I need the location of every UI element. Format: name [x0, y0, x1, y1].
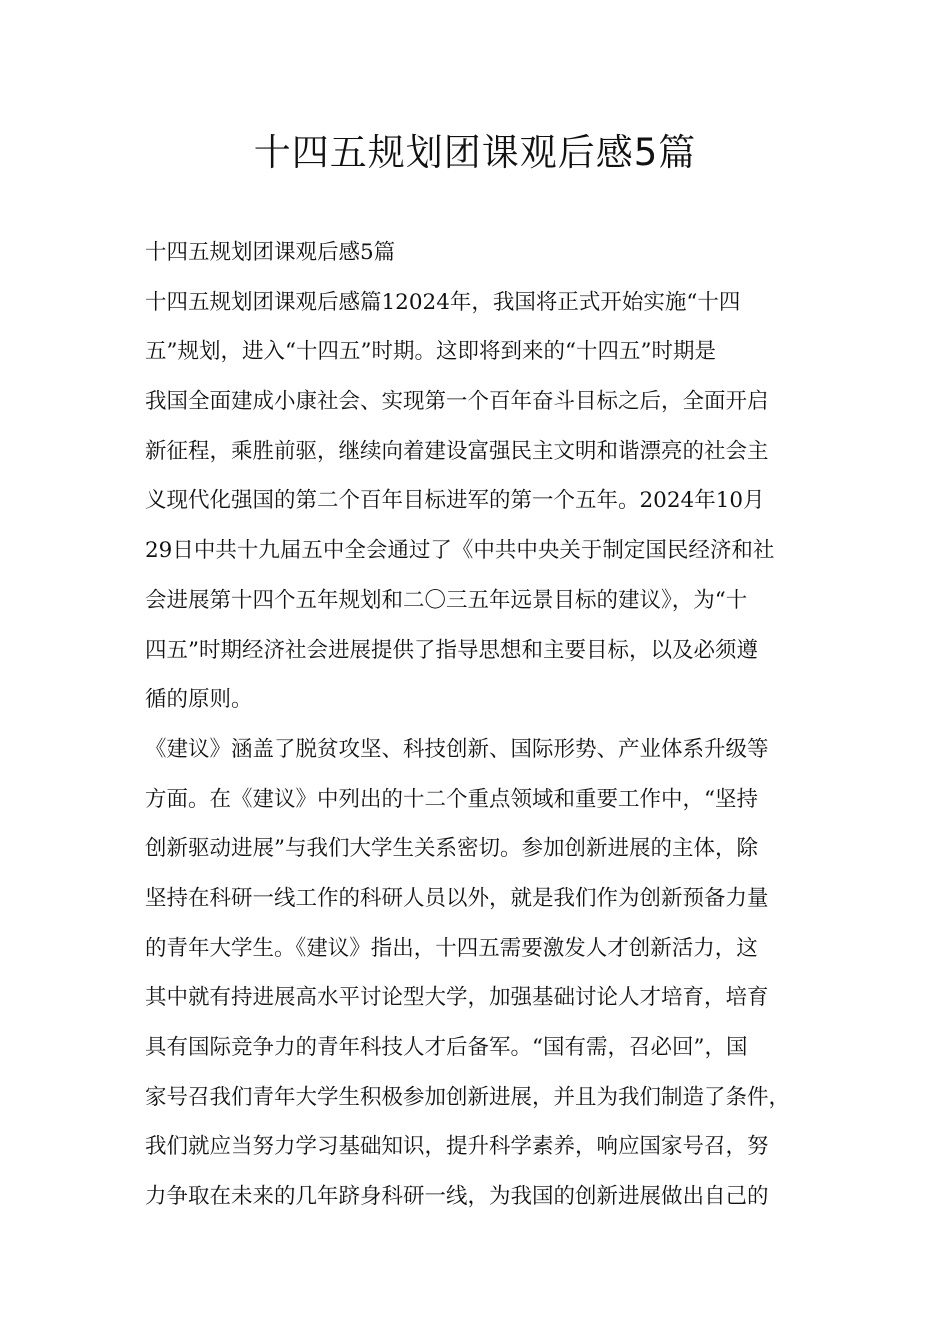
body-line: 其中就有持进展高水平讨论型大学，加强基础讨论人才培育，培育 — [145, 985, 769, 1011]
body-line: 新征程，乘胜前驱，继续向着建设富强民主文明和谐漂亮的社会主 — [145, 438, 769, 464]
document-body — [145, 228, 820, 1222]
body-line: 十四五规划团课观后感篇12024年，我国将正式开始实施“十四 — [145, 289, 741, 315]
body-line: 我国全面建成小康社会、实现第一个百年奋斗目标之后，全面开启 — [145, 389, 769, 415]
body-line: 坚持在科研一线工作的科研人员以外，就是我们作为创新预备力量 — [145, 885, 769, 911]
body-line: 创新驱动进展”与我们大学生关系密切。参加创新进展的主体，除 — [145, 836, 758, 862]
body-line: 会进展第十四个五年规划和二〇三五年远景目标的建议》，为“十 — [145, 587, 748, 613]
body-line: 方面。在《建议》中列出的十二个重点领域和重要工作中，“坚持 — [145, 786, 758, 812]
body-line: 五”规划，进入“十四五”时期。这即将到来的“十四五”时期是 — [145, 339, 716, 365]
body-line: 29日中共十九届五中全会通过了《中共中央关于制定国民经济和社 — [145, 538, 775, 564]
body-line-subtitle: 十四五规划团课观后感5篇 — [145, 240, 396, 265]
body-line: 循的原则。 — [145, 687, 253, 713]
body-line: 的青年大学生。《建议》指出，十四五需要激发人才创新活力，这 — [145, 935, 758, 961]
body-line: 家号召我们青年大学生积极参加创新进展，并且为我们制造了条件， — [145, 1084, 791, 1110]
body-line: 力争取在未来的几年跻身科研一线，为我国的创新进展做出自己的 — [145, 1184, 769, 1210]
body-line: 义现代化强国的第二个百年目标进军的第一个五年。2024年10月 — [145, 488, 765, 514]
body-line: 四五”时期经济社会进展提供了指导思想和主要目标，以及必须遵 — [145, 637, 758, 663]
body-line: 《建议》涵盖了脱贫攻坚、科技创新、国际形势、产业体系升级等 — [145, 736, 769, 762]
document-title: 十四五规划团课观后感5篇 — [253, 131, 697, 174]
body-line: 具有国际竞争力的青年科技人才后备军。“国有需，召必回”，国 — [145, 1035, 748, 1060]
body-line: 我们就应当努力学习基础知识，提升科学素养，响应国家号召，努 — [145, 1134, 769, 1160]
